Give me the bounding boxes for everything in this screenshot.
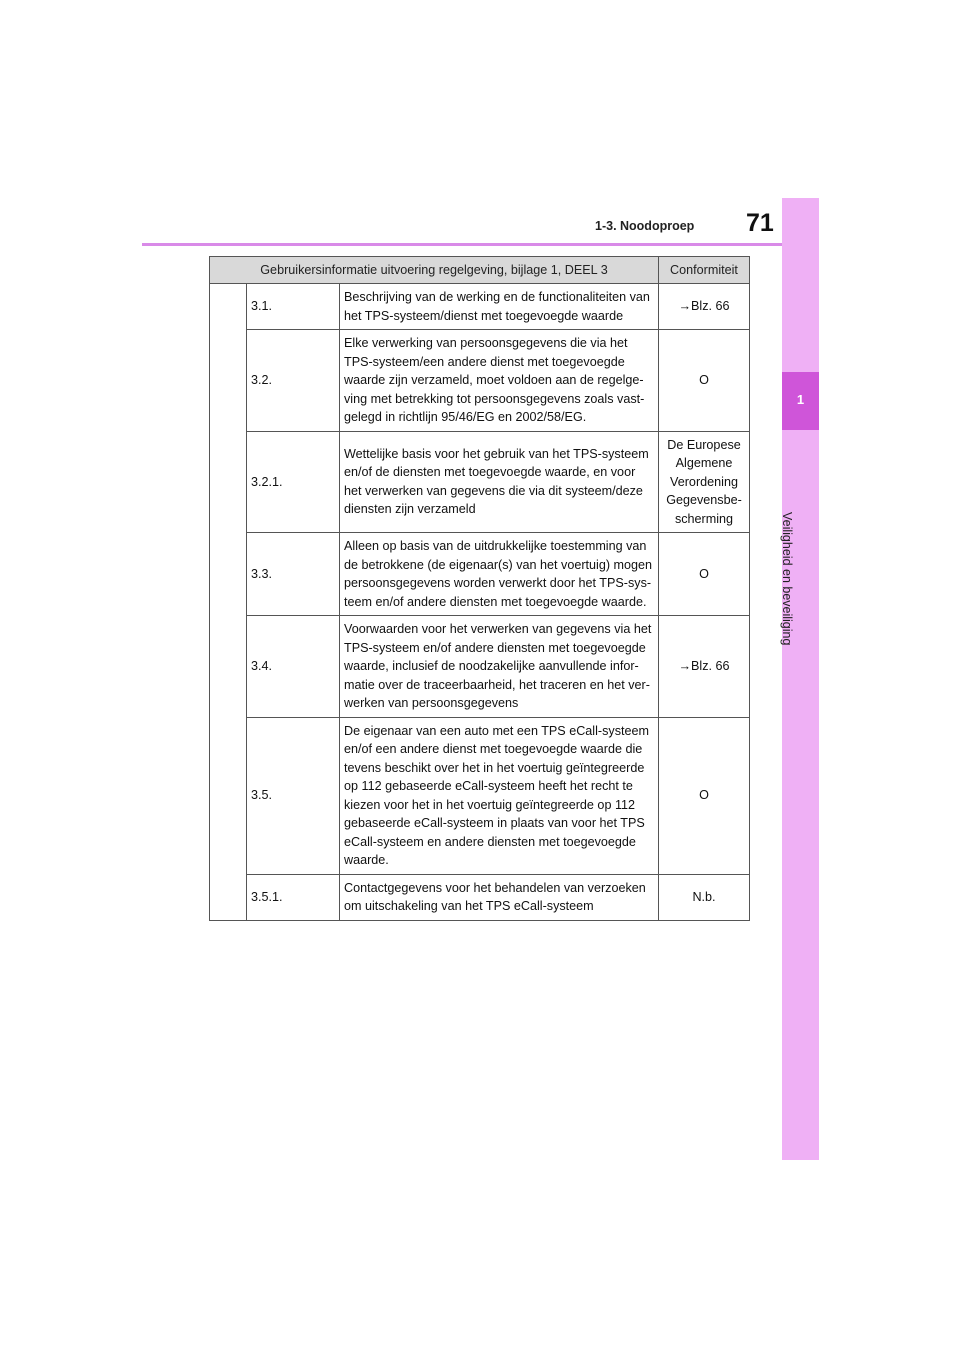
column-header-info: Gebruikersinformatie uitvoering regelgeving, bijlage 1, DEEL 3	[210, 257, 659, 284]
row-conformity: O	[659, 330, 750, 432]
row-number: 3.2.1.	[247, 431, 340, 533]
row-description: Beschrijving van de werking en de functionaliteiten van het TPS-systeem/dienst met toegevoegde waarde	[340, 284, 659, 330]
row-number: 3.2.	[247, 330, 340, 432]
row-description: Wettelijke basis voor het gebruik van het TPS-systeem en/of de diensten met toegevoegde waarde, en voor het verwerken van gegevens die via dit systeem/deze diensten zijn verzameld	[340, 431, 659, 533]
row-conformity: N.b.	[659, 874, 750, 920]
table-row	[210, 717, 750, 874]
page-number: 71	[746, 209, 774, 237]
table-row	[210, 533, 750, 616]
table-row	[210, 616, 750, 718]
row-number: 3.1.	[247, 284, 340, 330]
row-description: Elke verwerking van persoonsgegevens die via het TPS-systeem/een andere dienst met toegevoegde waarde zijn verzameld, moet voldoen aan de regelge-ving met betrekking tot persoonsgegevens zoals vast-gelegd in richtlijn 95/46/EG en 2002/58/EG.	[340, 330, 659, 432]
row-description: De eigenaar van een auto met een TPS eCall-systeem en/of een andere dienst met toegevoegde waarde die tevens beschikt over het in het voertuig geïntegreerde op 112 gebaseerde eCall-systeem heeft het recht te kiezen voor het in het voertuig geïntegreerde op 112 gebaseerde eCall-systeem in plaats van voor het TPS eCall-systeem en andere diensten met toegevoegde waarde.	[340, 717, 659, 874]
row-number: 3.4.	[247, 616, 340, 718]
table-row	[210, 431, 750, 533]
row-number: 3.3.	[247, 533, 340, 616]
table-header-row	[210, 257, 750, 284]
row-conformity: O	[659, 717, 750, 874]
row-conformity: →Blz. 66	[659, 616, 750, 718]
row-conformity: →Blz. 66	[659, 284, 750, 330]
row-description: Alleen op basis van de uitdrukkelijke toestemming van de betrokkene (de eigenaar(s) van het voertuig) mogen persoonsgegevens worden verwerkt door het TPS-sys-teem en/of andere diensten met toegevoegde waarde.	[340, 533, 659, 616]
row-conformity: De Europese Algemene Verordening Gegevensbe-scherming	[659, 431, 750, 533]
row-conformity: O	[659, 533, 750, 616]
row-description: Voorwaarden voor het verwerken van gegevens via het TPS-systeem en/of andere diensten met toegevoegde waarde, inclusief de noodzakelijke aanvullende infor-matie over de traceerbaarheid, het traceren en het ver-werken van persoonsgegevens	[340, 616, 659, 718]
row-number: 3.5.	[247, 717, 340, 874]
section-title: 1-3. Noodoproep	[595, 219, 695, 233]
header-divider	[142, 243, 782, 246]
chapter-number: 1	[796, 392, 805, 407]
regulation-table	[209, 256, 750, 921]
table-row	[210, 330, 750, 432]
table-row	[210, 874, 750, 920]
row-description: Contactgegevens voor het behandelen van verzoeken om uitschakeling van het TPS eCall-systeem	[340, 874, 659, 920]
table-row	[210, 284, 750, 330]
row-number: 3.5.1.	[247, 874, 340, 920]
chapter-label: Veiligheid en beveiliging	[780, 512, 794, 646]
column-header-conformity: Conformiteit	[659, 257, 750, 284]
indent-cell	[210, 284, 247, 921]
